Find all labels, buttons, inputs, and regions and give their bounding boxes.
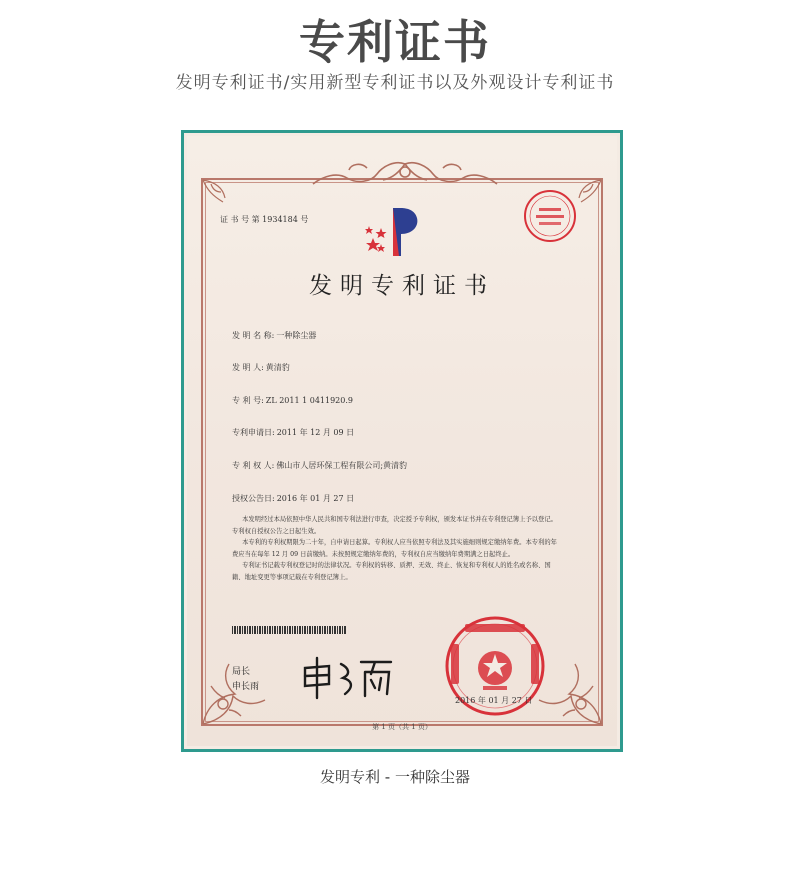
field-patent-number [232,395,353,406]
field-value: 2011 年 12 月 09 日 [276,428,355,437]
certificate-frame [181,130,623,752]
field-value: 一种除尘器 [276,331,317,340]
field-value: 黄清豹 [265,363,290,372]
certificate-title: 发明专利证书 [309,273,495,299]
field-label: 授权公告日: [232,494,275,503]
certificate-body [232,514,562,584]
body-paragraph: 本发明经过本局依照中华人民共和国专利法进行审查，决定授予专利权，颁发本证书并在专利登记簿上予以登记。专利权自授权公告之日起生效。 [232,516,557,535]
field-label: 发 明 名 称: [232,331,275,340]
certificate-number: 证 书 号 第 1934184 号 [220,215,309,224]
top-ornament [307,158,503,192]
field-label: 专 利 号: [232,396,264,405]
image-caption: 发明专利 - 一种除尘器 [320,768,470,786]
field-grant-date [232,493,354,504]
page-number: 第 1 页（共 1 页） [372,723,432,731]
field-patentee [232,460,407,471]
field-value: ZL 2011 1 0411920.9 [265,396,353,405]
corner-ornament-tl [201,178,245,208]
field-invention-name [232,330,316,341]
body-paragraph: 专利证书记载专利权登记时的法律状况。专利权的转移、质押、无效、终止、恢复和专利权人的姓名或名称、国籍、地址变更等事项记载在专利登记簿上。 [232,562,551,581]
director-title: 局长 [232,667,251,677]
seal-date: 2016 年 01 月 27 日 [455,696,533,705]
director-signature [299,654,397,700]
barcode [232,626,347,634]
page-subtitle: 发明专利证书/实用新型专利证书以及外观设计专利证书 [175,73,615,93]
sipo-logo-icon [363,204,423,260]
corner-stamp-icon [522,188,578,244]
page-title: 专利证书 [299,15,491,69]
director-name: 申长雨 [232,682,260,692]
body-paragraph: 本专利的专利权期限为二十年，自申请日起算。专利权人应当依照专利法及其实施细则规定缴纳年费。本专利的年费应当在每年 12 月 09 日前缴纳。未按照规定缴纳年费的，专利权自应当缴纳年费期满之日起终止。 [232,539,557,558]
field-inventor [232,362,290,373]
field-label: 专 利 权 人: [232,461,275,470]
field-application-date [232,427,354,438]
field-value: 2016 年 01 月 27 日 [276,494,355,503]
field-label: 专利申请日: [232,428,275,437]
patent-certificate [187,136,617,746]
field-label: 发 明 人: [232,363,264,372]
field-value: 佛山市人居环保工程有限公司;黄清豹 [276,461,408,470]
